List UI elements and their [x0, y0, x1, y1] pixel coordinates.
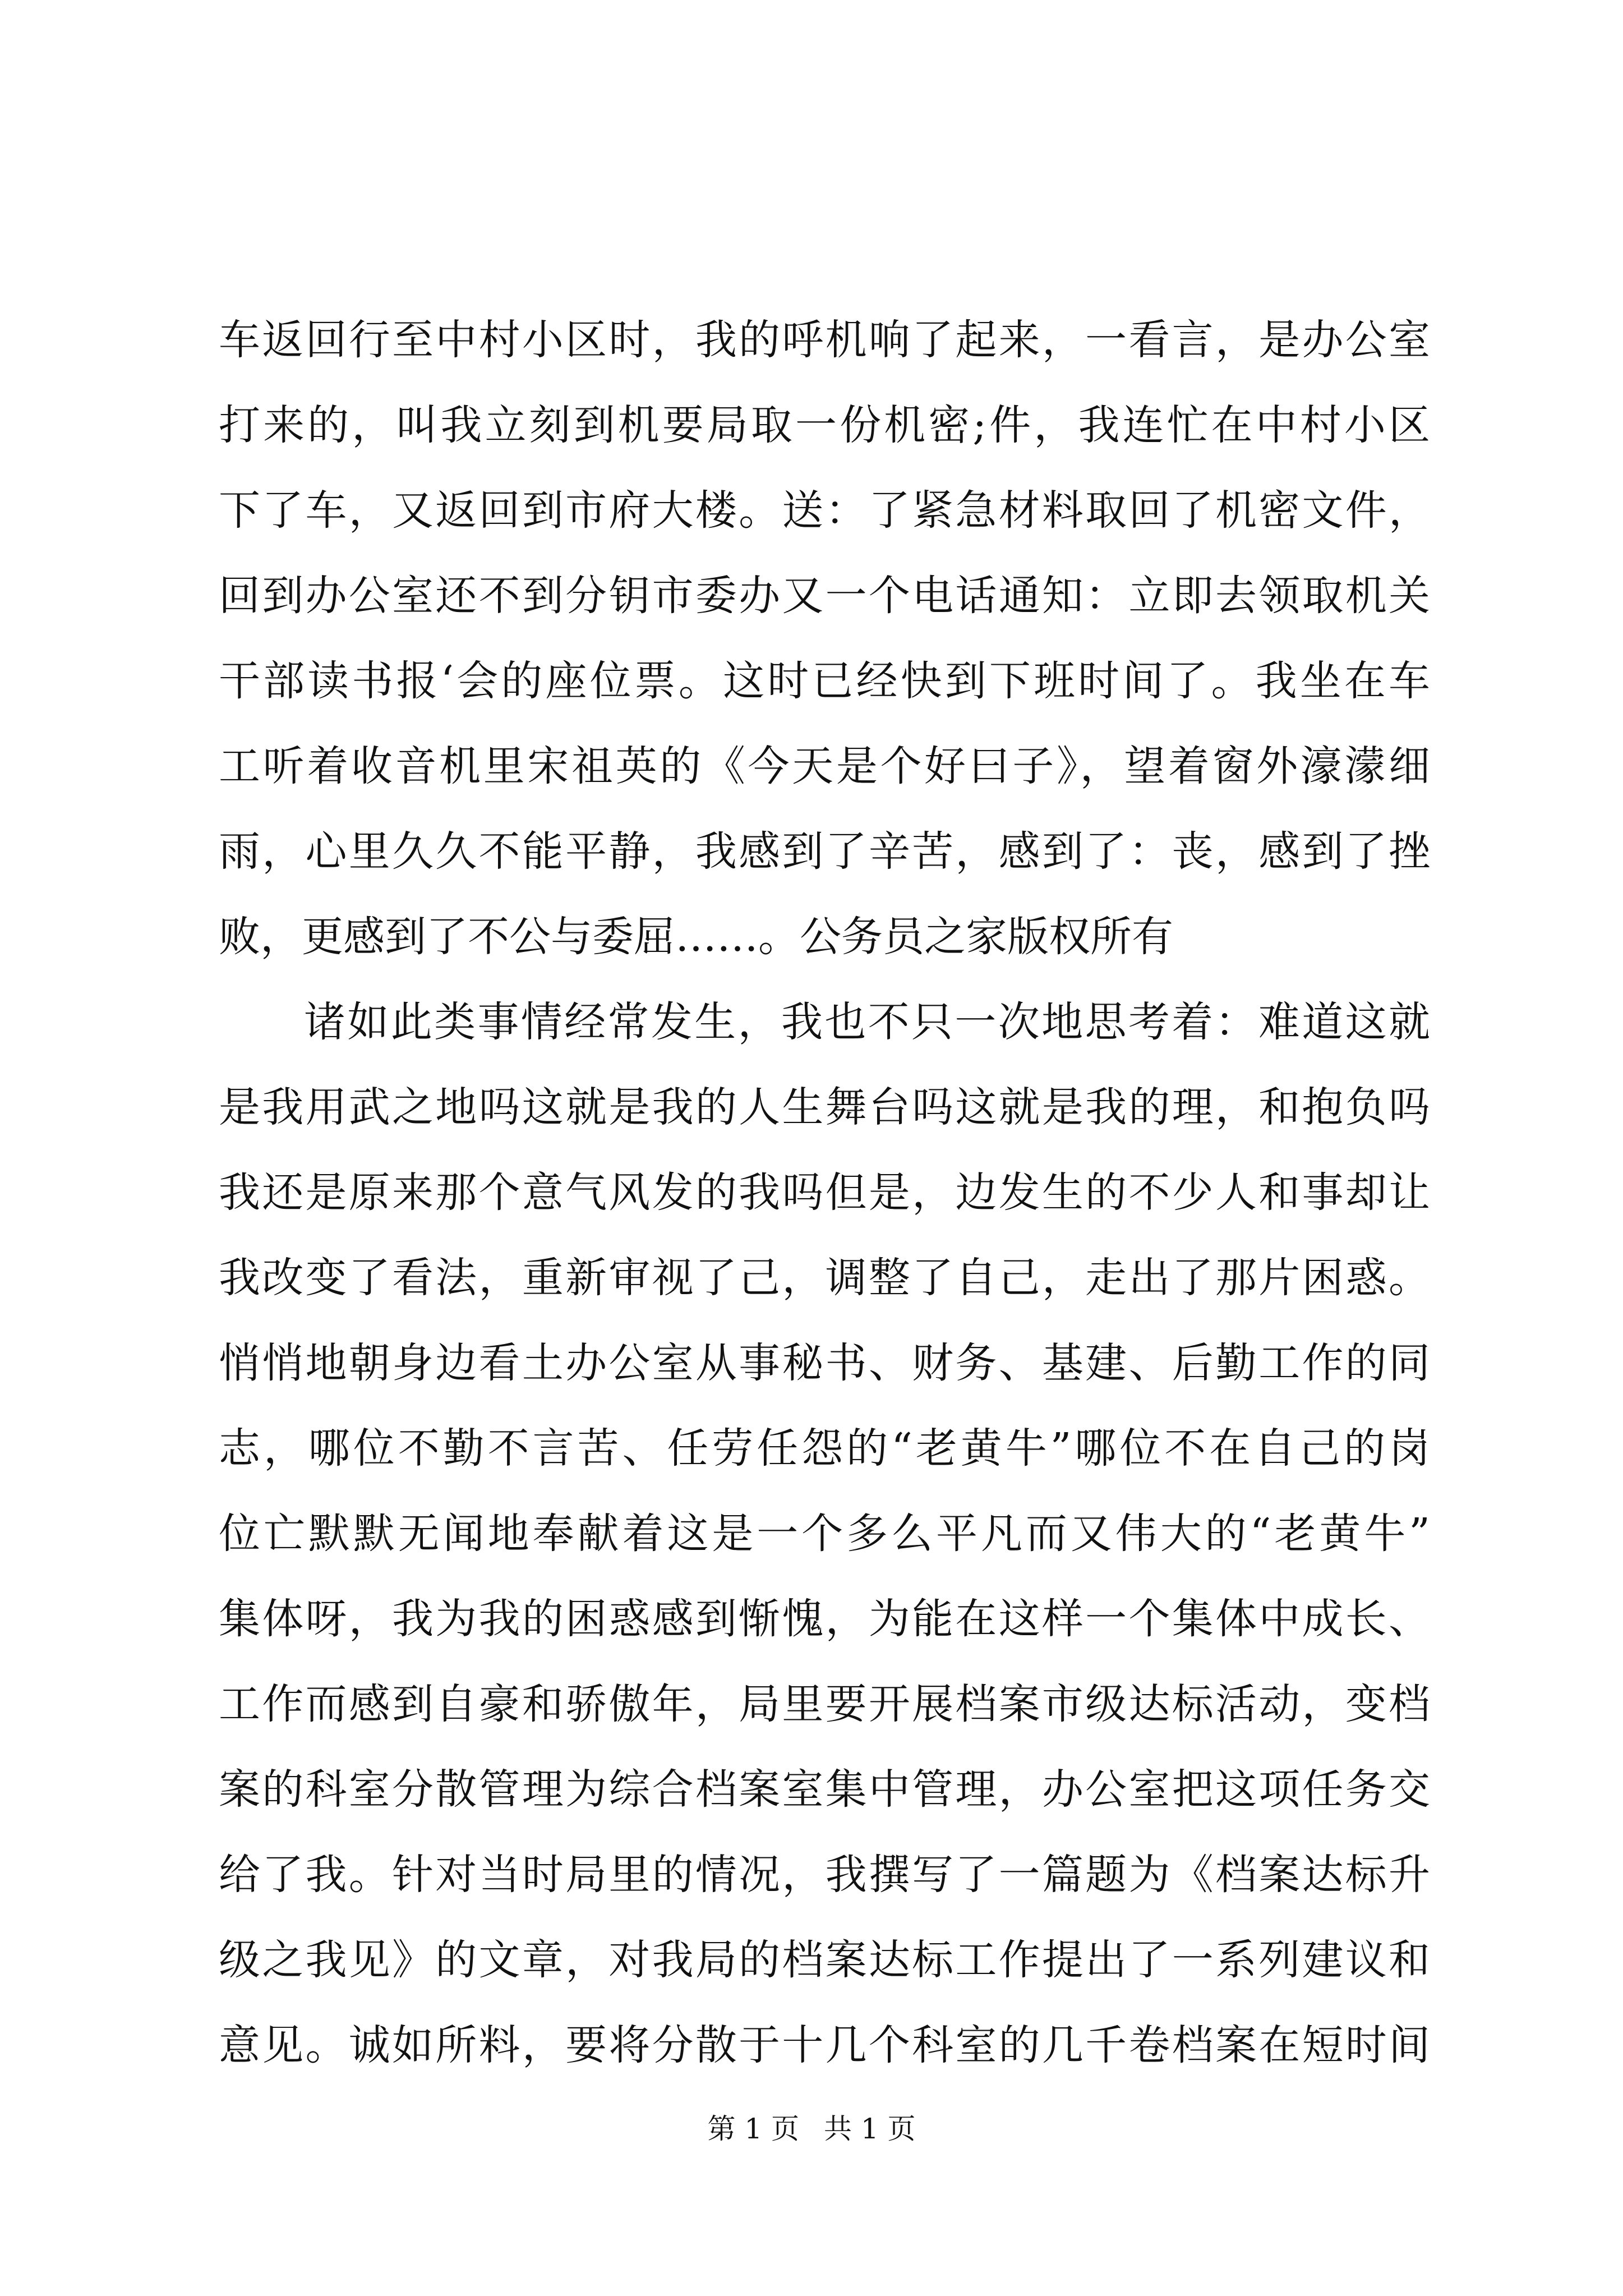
text-line: 车返回行至中村小区时，我的呼机响了起来，一看言，是办公室 — [219, 316, 1430, 364]
body-text — [219, 297, 1430, 2088]
text-line: 工作而感到自豪和骄傲年，局里要开展档案市级达标活动，变档 — [219, 1680, 1430, 1728]
text-line: 诸如此类事情经常发生，我也不只一次地思考着：难道这就 — [304, 998, 1430, 1046]
text-line: 败，更感到了不公与委屈……。公务员之家版权所有 — [219, 913, 1173, 961]
text-line: 我还是原来那个意气风发的我吗但是，边发生的不少人和事却让 — [219, 1168, 1430, 1217]
page-number: 第 1 页 — [707, 2113, 800, 2145]
text-line: 下了车，又返回到市府大楼。送：了紧急材料取回了机密文件， — [219, 486, 1430, 535]
text-line: 我改变了看法，重新审视了己，调整了自己，走出了那片困惑。 — [219, 1254, 1430, 1302]
text-line: 位亡默默无闻地奉献着这是一个多么平凡而又伟大的“老黄牛” — [219, 1510, 1430, 1558]
text-line: 给了我。针对当时局里的情况，我撰写了一篇题为《档案达标升 — [219, 1851, 1430, 1899]
text-line: 集体呀，我为我的困惑感到惭愧，为能在这样一个集体中成长、 — [219, 1595, 1430, 1643]
page-total: 共 1 页 — [823, 2113, 916, 2145]
text-line: 雨，心里久久不能平静，我感到了辛苦，感到了：丧，感到了挫 — [219, 827, 1430, 876]
text-line: 工听着收音机里宋祖英的《今天是个好曰子》，望着窗外濠濛细 — [219, 742, 1430, 790]
text-line: 悄悄地朝身边看土办公室从事秘书、财务、基建、后勤工作的同 — [219, 1339, 1430, 1387]
page-footer — [0, 2109, 1623, 2148]
text-line: 志，哪位不勤不言苦、任劳任怨的“老黄牛”哪位不在自己的岗 — [219, 1424, 1430, 1473]
text-line: 回到办公室还不到分钥市委办又一个电话通知：立即去领取机关 — [219, 572, 1430, 620]
text-line: 意见。诚如所料，要将分散于十几个科室的几千卷档案在短时间 — [219, 2021, 1430, 2069]
text-line: 案的科室分散管理为综合档案室集中管理，办公室把这项任务交 — [219, 1765, 1430, 1814]
text-line: 级之我见》的文章，对我局的档案达标工作提出了一系列建议和 — [219, 1936, 1430, 1984]
text-line: 是我用武之地吗这就是我的人生舞台吗这就是我的理，和抱负吗 — [219, 1083, 1430, 1131]
text-line: 打来的，叫我立刻到机要局取一份机密;件，我连忙在中村小区 — [219, 401, 1430, 449]
text-line: 干部读书报‘会的座位票。这时已经快到下班时间了。我坐在车 — [219, 657, 1430, 705]
